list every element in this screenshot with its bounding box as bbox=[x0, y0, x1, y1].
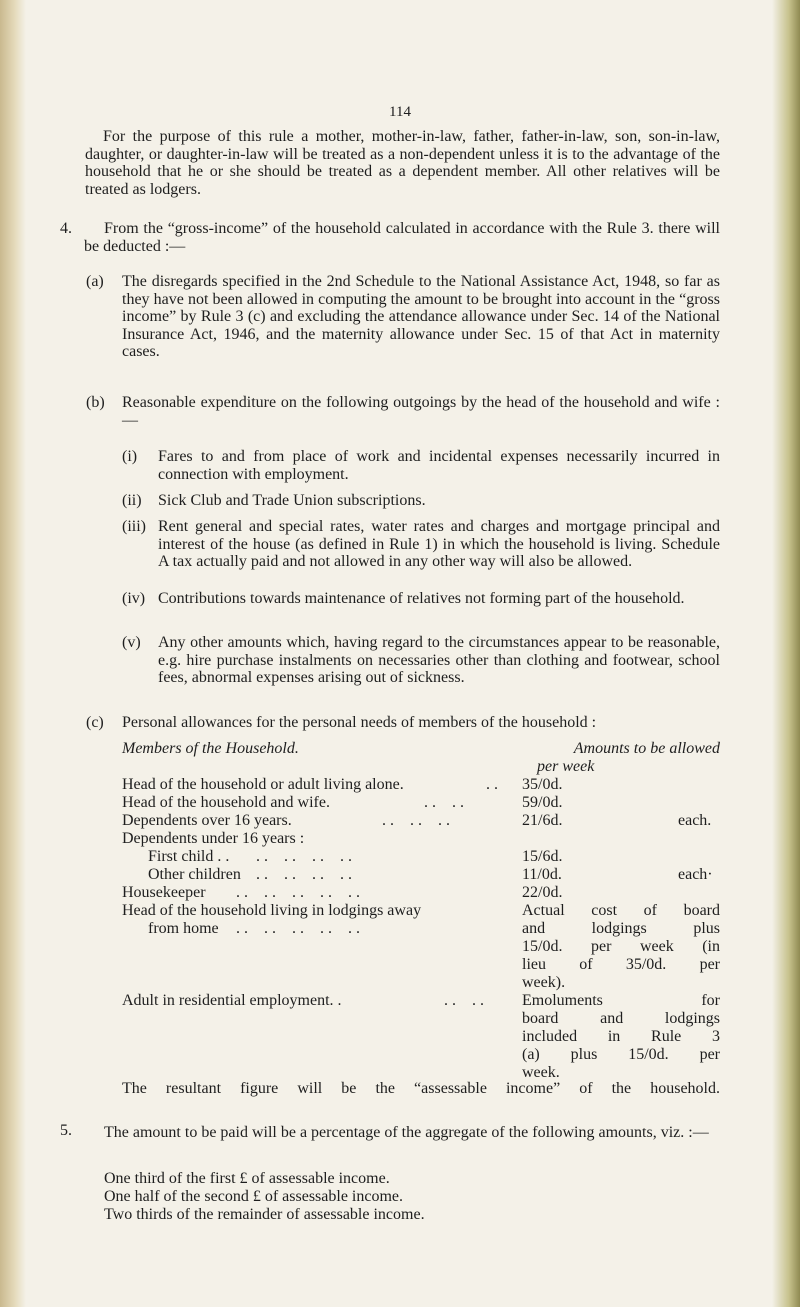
row-amount: 59/0d. bbox=[522, 794, 563, 811]
rule-4b-ii-text: Sick Club and Trade Union subscriptions. bbox=[158, 492, 426, 509]
row-leader-dots: . . . . bbox=[444, 992, 484, 1009]
row-amount-line: week). bbox=[522, 974, 566, 991]
rule-4b-v-text: Any other amounts which, having regard to the circumstances appear to be reasonable, e.g. hire purchase instalments on necessaries other than clothing and footwear, school fees, abnormal expenses arising out of sickness. bbox=[158, 634, 720, 686]
row-leader-dots: . . . . . . . . . . bbox=[236, 884, 360, 901]
row-member: First child . . bbox=[148, 848, 230, 865]
row-member: Dependents over 16 years. bbox=[122, 812, 292, 829]
row-amount-line: included in Rule 3 bbox=[522, 1028, 720, 1045]
row-amount: 21/6d. bbox=[522, 812, 563, 829]
rule-4a-label: (a) bbox=[86, 273, 104, 290]
rule-4c-text: Personal allowances for the personal needs of members of the household : bbox=[122, 714, 597, 731]
row-amount-line: 15/0d. per week (in bbox=[522, 938, 720, 955]
rule-4c-label: (c) bbox=[86, 714, 104, 731]
rule-4-number: 4. bbox=[60, 220, 72, 237]
rule-4a-text: The disregards specified in the 2nd Schedule to the National Assistance Act, 1948, so far as they have not been allowed in computing the amount to be brought into account in the “gross income” by Rule 3 (c) and excluding the attendance allowance under Sec. 14 of the National Insurance Act, 1946, and the maternity allowance under Sec. 15 of that Act in maternity cases. bbox=[122, 273, 720, 360]
page-number: 114 bbox=[389, 104, 411, 120]
row-member: Head of the household and wife. bbox=[122, 794, 330, 811]
row-note: each· bbox=[678, 866, 713, 883]
row-member-cont: from home bbox=[148, 920, 219, 937]
row-amount: 11/0d. bbox=[522, 866, 562, 883]
row-member: Other children bbox=[148, 866, 241, 883]
page-edge-right bbox=[772, 0, 800, 1307]
row-member: Head of the household or adult living alone. bbox=[122, 776, 404, 793]
row-note: each. bbox=[678, 812, 712, 829]
intro-paragraph: For the purpose of this rule a mother, mother-in-law, father, father-in-law, son, son-in-law, daughter, or daughter-in-law will be treated as a non-dependent unless it is to the advantage of the household that he or she should be treated as a dependent member. All other relatives will be treated as lodgers. bbox=[85, 128, 720, 198]
rule-4b-ii-label: (ii) bbox=[122, 492, 142, 509]
row-amount-line: (a) plus 15/0d. per bbox=[522, 1046, 720, 1063]
row-member: Adult in residential employment. . bbox=[122, 992, 342, 1009]
table-header-per-week: per week bbox=[537, 758, 595, 775]
row-amount: 35/0d. bbox=[522, 776, 563, 793]
rule-4b-i-label: (i) bbox=[122, 448, 138, 465]
row-amount-line: Emoluments for bbox=[522, 992, 720, 1009]
rule-4b-i-text: Fares to and from place of work and incidental expenses necessarily incurred in connection with employment. bbox=[158, 448, 720, 483]
row-member: Head of the household living in lodgings away bbox=[122, 902, 422, 919]
page-edge-left bbox=[0, 0, 26, 1307]
row-leader-dots: . . . . . . . . bbox=[256, 866, 352, 883]
row-amount: 22/0d. bbox=[522, 884, 563, 901]
resultant-line: The resultant figure will be the “assessable income” of the household. bbox=[122, 1080, 720, 1097]
rule-5-line: One third of the first £ of assessable income. bbox=[104, 1170, 390, 1187]
row-leader-dots: . . . . bbox=[424, 794, 464, 811]
row-amount: 15/6d. bbox=[522, 848, 563, 865]
rule-4b-text: Reasonable expenditure on the following outgoings by the head of the household and wife :— bbox=[122, 394, 720, 429]
row-amount-line: week. bbox=[522, 1064, 560, 1081]
row-member: Dependents under 16 years : bbox=[122, 830, 305, 847]
row-leader-dots: . . . . . . . . bbox=[256, 848, 352, 865]
rule-4b-label: (b) bbox=[86, 394, 105, 411]
rule-4b-v-label: (v) bbox=[122, 634, 141, 651]
row-member: Housekeeper bbox=[122, 884, 206, 901]
table-header-amounts: Amounts to be allowed bbox=[573, 740, 720, 757]
rule-4b-iii-text: Rent general and special rates, water rates and charges and mortgage principal and interest of the house (as defined in Rule 1) in which the household is living. Schedule A tax actually paid and not allowed in any other way will also be allowed. bbox=[158, 518, 720, 570]
rule-4-text: From the “gross-income” of the household calculated in accordance with the Rule 3. there will be deducted :— bbox=[84, 220, 720, 255]
rule-4b-iv-label: (iv) bbox=[122, 590, 146, 607]
row-amount-line: Actual cost of board bbox=[522, 902, 720, 919]
rule-4b-iii-label: (iii) bbox=[122, 518, 146, 535]
rule-4b-iv-text: Contributions towards maintenance of relatives not forming part of the household. bbox=[158, 590, 685, 607]
rule-5-line: One half of the second £ of assessable income. bbox=[104, 1188, 404, 1205]
row-amount-line: board and lodgings bbox=[522, 1010, 720, 1027]
row-amount-line: and lodgings plus bbox=[522, 920, 720, 937]
row-leader-dots: . . . . . . bbox=[382, 812, 450, 829]
rule-5-text: The amount to be paid will be a percentage of the aggregate of the following amounts, viz. :— bbox=[104, 1124, 709, 1141]
row-leader-dots: . . bbox=[486, 776, 498, 793]
row-amount-line: lieu of 35/0d. per bbox=[522, 956, 720, 973]
rule-5-line: Two thirds of the remainder of assessable income. bbox=[104, 1206, 425, 1223]
row-leader-dots: . . . . . . . . . . bbox=[236, 920, 360, 937]
table-header-members: Members of the Household. bbox=[122, 740, 299, 757]
rule-5-number: 5. bbox=[60, 1122, 72, 1139]
